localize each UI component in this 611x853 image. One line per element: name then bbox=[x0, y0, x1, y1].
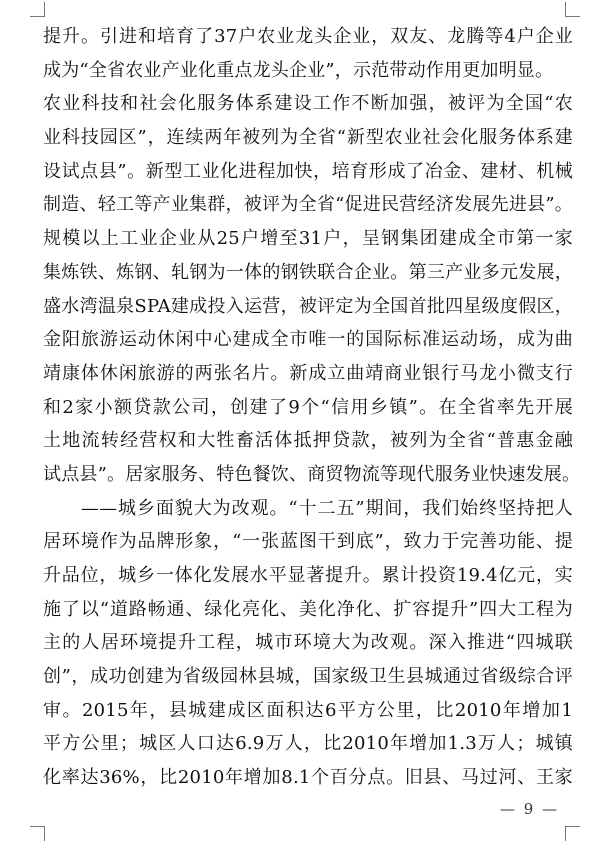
text-line: 居环境作为品牌形象，“一张蓝图干到底”，致力于完善功能、提 bbox=[43, 531, 573, 553]
text-line: 金阳旅游运动休闲中心建成全市唯一的国际标准运动场，成为曲 bbox=[43, 329, 573, 351]
body-text bbox=[43, 20, 581, 795]
text-line: 审。2015年，县城建成区面积达6平方公里，比2010年增加1 bbox=[43, 699, 573, 721]
crop-mark-bottom-right bbox=[565, 826, 580, 841]
text-line: 制造、轻工等产业集群，被评为全省“促进民营经济发展先进县”。 bbox=[43, 194, 573, 216]
text-line: 平方公里；城区人口达6.9万人，比2010年增加1.3万人；城镇 bbox=[43, 733, 573, 755]
crop-mark-top-left bbox=[30, 2, 45, 17]
text-line: 升品位，城乡一体化发展水平显著提升。累计投资19.4亿元，实 bbox=[43, 565, 573, 586]
text-line: 创”，成功创建为省级园林县城，国家级卫生县城通过省级综合评 bbox=[43, 666, 573, 688]
text-line: ——城乡面貌大为改观。“十二五”期间，我们始终坚持把人 bbox=[43, 497, 573, 519]
crop-mark-top-right bbox=[565, 2, 580, 17]
text-line: 靖康体休闲旅游的两张名片。新成立曲靖商业银行马龙小微支行 bbox=[43, 362, 573, 384]
text-line: 化率达36%，比2010年增加8.1个百分点。旧县、马过河、王家 bbox=[43, 767, 573, 789]
text-line: 业科技园区”，连续两年被列为全省“新型农业社会化服务体系建 bbox=[43, 127, 573, 149]
text-line: 试点县”。居家服务、特色餐饮、商贸物流等现代服务业快速发展。 bbox=[43, 463, 581, 485]
crop-mark-bottom-left bbox=[30, 826, 45, 841]
text-line: 设试点县”。新型工业化进程加快，培育形成了冶金、建材、机械 bbox=[43, 160, 573, 182]
text-line: 提升。引进和培育了37户农业龙头企业，双友、龙腾等4户企业 bbox=[43, 26, 573, 47]
text-line: 和2家小额贷款公司，创建了9个“信用乡镇”。在全省率先开展 bbox=[43, 396, 573, 418]
page-number: — 9 — bbox=[500, 800, 560, 818]
text-line: 规模以上工业企业从25户增至31户，呈钢集团建成全市第一家 bbox=[43, 228, 573, 250]
text-line: 集炼铁、炼钢、轧钢为一体的钢铁联合企业。第三产业多元发展， bbox=[43, 261, 573, 283]
text-line: 盛水湾温泉SPA建成投入运营，被评定为全国首批四星级度假区， bbox=[43, 295, 573, 317]
text-line: 施了以“道路畅通、绿化亮化、美化净化、扩容提升”四大工程为 bbox=[43, 598, 573, 620]
text-line: 农业科技和社会化服务体系建设工作不断加强，被评为全国“农 bbox=[43, 93, 573, 115]
text-line: 土地流转经营权和大牲畜活体抵押贷款，被列为全省“普惠金融 bbox=[43, 430, 573, 452]
text-line: 主的人居环境提升工程，城市环境大为改观。深入推进“四城联 bbox=[43, 632, 573, 654]
text-line: 成为“全省农业产业化重点龙头企业”，示范带动作用更加明显。 bbox=[43, 59, 554, 81]
